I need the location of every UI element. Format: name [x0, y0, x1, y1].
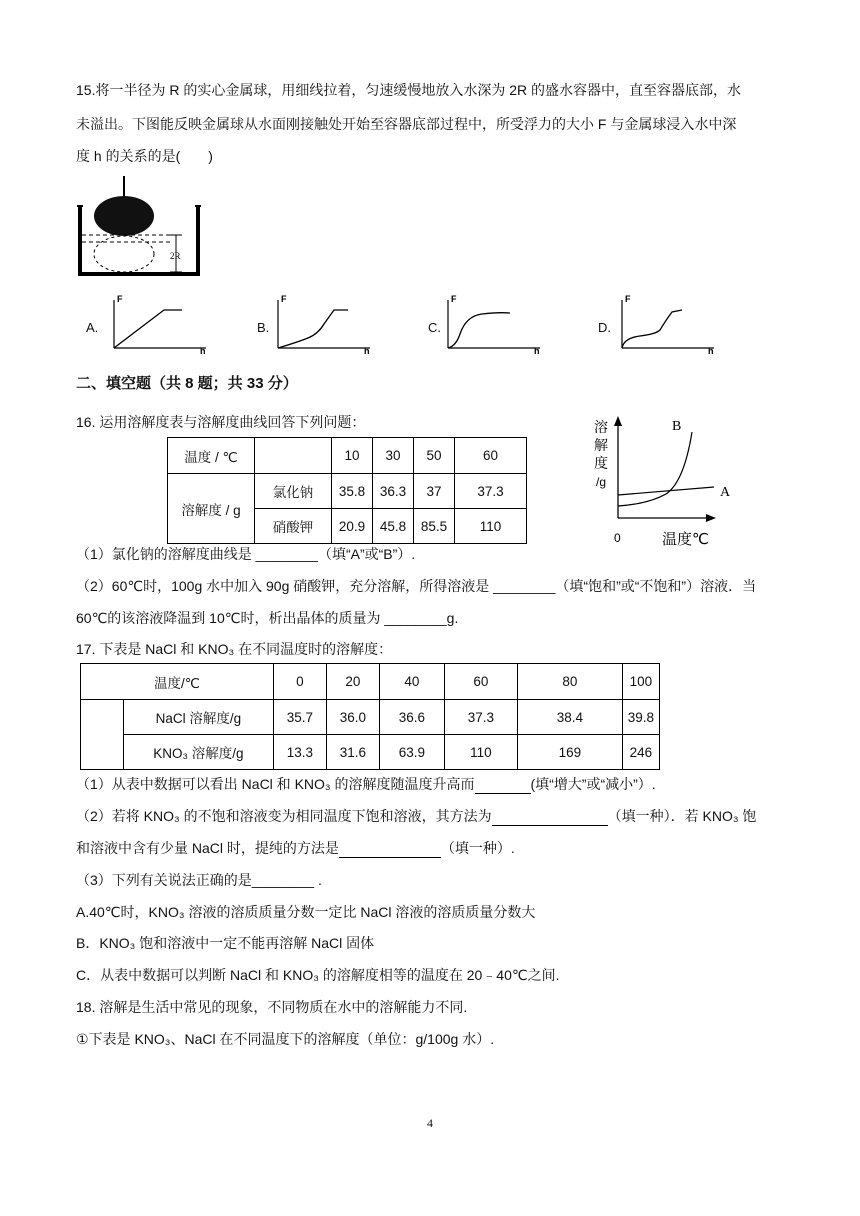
q17-cell: 110	[444, 735, 517, 770]
beaker-figure	[74, 176, 204, 280]
q16-p2b: 60℃的该溶液降温到 10℃时，析出晶体的质量为 ________g.	[76, 610, 459, 626]
q17-option-a: A.40℃时，KNO₃ 溶液的溶质质量分数一定比 NaCl 溶液的溶质质量分数大	[76, 904, 536, 920]
h-axis-label: h	[364, 346, 370, 356]
q16-temp-cell: 60	[455, 438, 527, 474]
q15-line1: 15.将一半径为 R 的实心金属球，用细线拉着，匀速缓慢地放入水深为 2R 的盛水容器中，直至容器底部，水	[76, 82, 742, 98]
answer-blank[interactable]	[492, 825, 608, 826]
q18-p1: ①下表是 KNO₃、NaCl 在不同温度下的溶解度（单位：g/100g 水）.	[76, 1031, 495, 1047]
q17-temp-cell: 20	[326, 664, 379, 700]
f-axis-label: F	[281, 294, 287, 304]
q16-sol-label: 溶解度 / g	[168, 474, 255, 544]
q16-p1: （1）氯化钠的溶解度曲线是 ________（填“A”或“B”）.	[76, 546, 416, 562]
page-number: 4	[427, 1116, 433, 1130]
origin-label: 0	[614, 531, 621, 545]
q16-cell: 85.5	[414, 509, 455, 544]
h-axis-label: h	[200, 346, 206, 356]
f-axis-label: F	[117, 294, 123, 304]
q16-cell: 37.3	[455, 474, 527, 509]
q17-temp-cell: 60	[444, 664, 517, 700]
q17-cell: 37.3	[444, 700, 517, 735]
q17-cell: 63.9	[379, 735, 444, 770]
q16-temp-cell: 10	[332, 438, 373, 474]
curve-b	[618, 432, 692, 506]
q17-cell: 31.6	[326, 735, 379, 770]
option-a-graph	[104, 290, 216, 356]
q17-intro: 17. 下表是 NaCl 和 KNO₃ 在不同温度时的溶解度：	[76, 641, 393, 657]
q17-cell: 35.7	[273, 700, 326, 735]
option-c-label: C.	[428, 320, 441, 335]
option-a-label: A.	[86, 320, 99, 335]
q17-p2d-hint: （填一种）.	[440, 840, 515, 856]
q17-p2-hint: （填一种）．若 KNO₃ 饱	[607, 808, 757, 824]
ylabel-char: 度	[594, 455, 608, 471]
curve-a-label: A	[720, 485, 731, 500]
q17-option-c: C．从表中数据可以判断 NaCl 和 KNO₃ 的溶解度相等的温度在 20﹣40℃之间.	[76, 967, 560, 983]
q17-temp-cell: 40	[379, 664, 444, 700]
q17-temp-cell: 80	[517, 664, 622, 700]
option-d-label: D.	[598, 320, 611, 335]
option-c-curve	[448, 313, 510, 348]
xlabel: 温度℃	[662, 531, 709, 548]
option-d-curve	[622, 310, 682, 348]
q16-temp-label: 温度 / ℃	[168, 438, 255, 474]
q17-cell: 36.6	[379, 700, 444, 735]
ylabel-unit: /g	[596, 475, 607, 489]
q17-temp-cell: 0	[273, 664, 326, 700]
h-axis-label: h	[534, 346, 540, 356]
q16-row-name: 硝酸钾	[255, 509, 332, 544]
q16-temp-cell: 30	[373, 438, 414, 474]
f-axis-label: F	[625, 294, 631, 304]
q17-solubility-table	[80, 663, 660, 770]
ylabel-char: 解	[594, 437, 608, 453]
option-b-graph	[268, 290, 380, 356]
q16-cell: 37	[414, 474, 455, 509]
q16-solubility-graph	[588, 410, 748, 550]
option-b-curve	[278, 310, 348, 348]
q16-cell: 36.3	[373, 474, 414, 509]
answer-blank[interactable]	[475, 793, 531, 794]
q16-cell: 110	[455, 509, 527, 544]
q17-row-name: NaCl 溶解度/g	[124, 700, 274, 735]
q17-p1-hint: (填“增大”或“减小”）.	[530, 776, 656, 792]
q18-intro: 18. 溶解是生活中常见的现象，不同物质在水中的溶解能力不同.	[76, 999, 468, 1015]
figure-2r-label: 2R	[170, 251, 181, 261]
q17-cell: 13.3	[273, 735, 326, 770]
option-c-graph	[438, 290, 550, 356]
q16-cell: 45.8	[373, 509, 414, 544]
q17-cell: 39.8	[622, 700, 659, 735]
q16-intro: 16. 运用溶解度表与溶解度曲线回答下列问题：	[76, 414, 366, 430]
q17-cell: 38.4	[517, 700, 622, 735]
q16-p2a: （2）60℃时，100g 水中加入 90g 硝酸钾，充分溶解，所得溶液是 ________（填“饱和”或“不饱和”）溶液．当	[76, 578, 757, 594]
f-axis-label: F	[451, 294, 457, 304]
metal-ball-icon	[94, 196, 154, 236]
q17-cell: 169	[517, 735, 622, 770]
q17-cell: 246	[622, 735, 659, 770]
q17-option-b: B．KNO₃ 饱和溶液中一定不能再溶解 NaCl 固体	[76, 935, 375, 951]
option-b-label: B.	[257, 320, 270, 335]
q17-p1-text: （1）从表中数据可以看出 NaCl 和 KNO₃ 的溶解度随温度升高而	[76, 776, 475, 792]
q16-cell: 35.8	[332, 474, 373, 509]
q16-row-name: 氯化钠	[255, 474, 332, 509]
q15-line2: 未溢出。下图能反映金属球从水面刚接触处开始至容器底部过程中，所受浮力的大小 F 与金属球浸入水中深	[76, 116, 737, 132]
q17-p2-text: （2）若将 KNO₃ 的不饱和溶液变为相同温度下饱和溶液，其方法为	[76, 808, 492, 824]
ylabel-char: 溶	[594, 419, 608, 435]
answer-blank[interactable]	[339, 857, 441, 858]
option-d-graph	[612, 290, 724, 356]
q17-temp-label: 温度/℃	[81, 664, 274, 700]
h-axis-label: h	[708, 346, 714, 356]
q17-temp-cell: 100	[622, 664, 659, 700]
q16-solubility-table	[167, 437, 527, 544]
q17-p2c-text: 和溶液中含有少量 NaCl 时，提纯的方法是	[76, 840, 339, 856]
q17-p3: （3）下列有关说法正确的是________ .	[76, 872, 322, 888]
q17-row-name: KNO₃ 溶解度/g	[124, 735, 274, 770]
q17-cell: 36.0	[326, 700, 379, 735]
section2-title: 二、填空题（共 8 题；共 33 分）	[76, 375, 298, 392]
q15-line3: 度 h 的关系的是( )	[76, 148, 213, 164]
q16-cell: 20.9	[332, 509, 373, 544]
q17-p1	[76, 774, 656, 794]
option-a-curve	[114, 310, 182, 348]
curve-b-label: B	[672, 419, 682, 434]
q17-p2	[76, 806, 756, 826]
q16-temp-cell: 50	[414, 438, 455, 474]
q17-p2-cont	[76, 838, 515, 858]
